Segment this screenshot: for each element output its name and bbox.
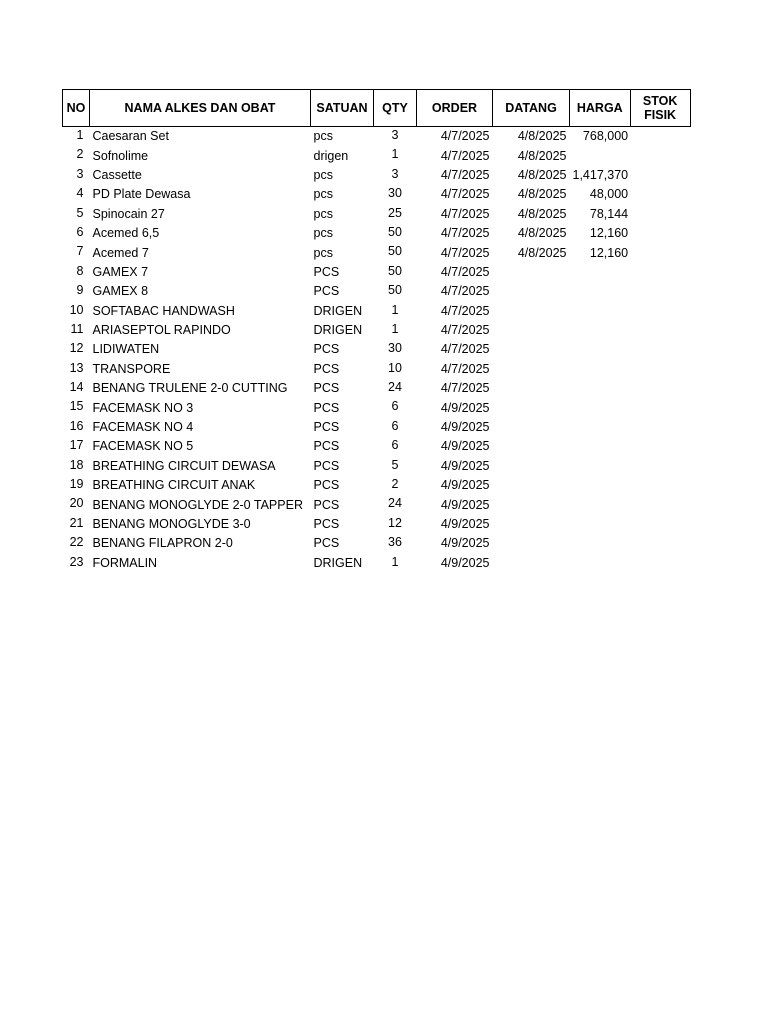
item-qty: 6 (391, 438, 399, 453)
physical-stock (630, 302, 690, 321)
item-name: BENANG TRULENE 2-0 CUTTING (92, 381, 288, 396)
arrival-date (493, 302, 570, 321)
item-qty: 50 (388, 224, 402, 239)
item-price (570, 321, 631, 340)
physical-stock (630, 340, 690, 359)
table-header (63, 90, 691, 127)
order-date: 4/9/2025 (440, 458, 490, 473)
order-date: 4/9/2025 (440, 536, 490, 551)
item-price (570, 379, 631, 398)
arrival-date (493, 495, 570, 514)
item-name: TRANSPORE (92, 361, 171, 376)
order-date: 4/7/2025 (440, 323, 490, 338)
physical-stock (630, 534, 690, 553)
order-date: 4/7/2025 (440, 206, 490, 221)
physical-stock (630, 379, 690, 398)
item-unit: pcs (313, 187, 333, 202)
item-price: 768,000 (582, 129, 629, 144)
item-unit: pcs (313, 226, 333, 241)
row-number: 2 (76, 147, 84, 162)
item-qty: 30 (388, 186, 402, 201)
item-price (570, 437, 631, 456)
header-datang: DATANG (493, 90, 570, 127)
order-date: 4/7/2025 (440, 342, 490, 357)
order-date: 4/7/2025 (440, 148, 490, 163)
row-number: 12 (69, 341, 84, 356)
item-name: GAMEX 8 (92, 284, 149, 299)
order-date: 4/7/2025 (440, 284, 490, 299)
item-qty: 24 (388, 380, 402, 395)
item-name: Spinocain 27 (92, 206, 165, 221)
item-price: 12,160 (589, 245, 629, 260)
item-price (570, 457, 631, 476)
item-unit: PCS (313, 284, 340, 299)
arrival-date: 4/8/2025 (517, 206, 567, 221)
table-row (63, 398, 691, 417)
item-price (570, 340, 631, 359)
arrival-date (493, 379, 570, 398)
item-name: BREATHING CIRCUIT DEWASA (92, 458, 276, 473)
item-name: GAMEX 7 (92, 264, 149, 279)
arrival-date (493, 398, 570, 417)
order-date: 4/7/2025 (440, 187, 490, 202)
item-qty: 1 (391, 302, 399, 317)
item-qty: 36 (388, 535, 402, 550)
item-unit: pcs (313, 245, 333, 260)
item-qty: 50 (388, 244, 402, 259)
item-name: Acemed 7 (92, 245, 149, 260)
item-name: FACEMASK NO 4 (92, 420, 194, 435)
physical-stock (630, 554, 690, 573)
item-name: Cassette (92, 167, 142, 182)
row-number: 4 (76, 186, 84, 201)
item-price (570, 534, 631, 553)
table-row (63, 554, 691, 573)
row-number: 3 (76, 166, 84, 181)
item-price: 78,144 (589, 206, 629, 221)
item-name: FACEMASK NO 5 (92, 439, 194, 454)
item-qty: 6 (391, 399, 399, 414)
item-unit: PCS (313, 400, 340, 415)
row-number: 17 (69, 438, 84, 453)
row-number: 23 (69, 554, 84, 569)
row-number: 10 (69, 302, 84, 317)
item-price (570, 554, 631, 573)
arrival-date (493, 418, 570, 437)
physical-stock (630, 398, 690, 417)
table-row (63, 263, 691, 282)
item-unit: pcs (313, 206, 333, 221)
physical-stock (630, 224, 690, 243)
item-price (570, 515, 631, 534)
table-row (63, 205, 691, 224)
item-unit: DRIGEN (313, 555, 363, 570)
header-no: NO (63, 90, 90, 127)
arrival-date (493, 476, 570, 495)
item-name: Sofnolime (92, 148, 149, 163)
arrival-date (493, 437, 570, 456)
order-date: 4/7/2025 (440, 264, 490, 279)
arrival-date: 4/8/2025 (517, 167, 567, 182)
header-stok-fisik (630, 90, 690, 127)
item-qty: 1 (391, 554, 399, 569)
row-number: 1 (76, 128, 84, 142)
table-row (63, 379, 691, 398)
item-unit: PCS (313, 497, 340, 512)
item-unit: pcs (313, 167, 333, 182)
item-price (570, 398, 631, 417)
item-qty: 3 (391, 128, 399, 142)
item-name: PD Plate Dewasa (92, 187, 191, 202)
order-date: 4/9/2025 (440, 517, 490, 531)
table-row (63, 185, 691, 204)
item-unit: PCS (313, 342, 340, 357)
item-price (570, 146, 631, 165)
row-number: 5 (76, 205, 84, 220)
item-name: BENANG MONOGLYDE 2-0 TAPPER (92, 497, 303, 512)
inventory-sheet (62, 89, 691, 573)
table-row (63, 360, 691, 379)
item-unit: DRIGEN (313, 323, 363, 338)
item-unit: PCS (313, 381, 340, 396)
row-number: 8 (76, 263, 84, 278)
physical-stock (630, 243, 690, 262)
arrival-date (493, 457, 570, 476)
header-order: ORDER (417, 90, 493, 127)
row-number: 14 (69, 380, 84, 395)
order-date: 4/7/2025 (440, 245, 490, 260)
item-price: 48,000 (589, 187, 629, 202)
item-price (570, 263, 631, 282)
order-date: 4/9/2025 (440, 555, 490, 570)
item-unit: pcs (313, 129, 333, 144)
physical-stock (630, 263, 690, 282)
order-date: 4/7/2025 (440, 303, 490, 318)
physical-stock (630, 457, 690, 476)
order-date: 4/7/2025 (440, 361, 490, 376)
item-name: SOFTABAC HANDWASH (92, 303, 235, 318)
row-number: 16 (69, 418, 84, 433)
item-qty: 5 (391, 457, 399, 472)
item-unit: PCS (313, 458, 340, 473)
item-unit: PCS (313, 420, 340, 435)
row-number: 7 (76, 244, 84, 259)
item-name: FACEMASK NO 3 (92, 400, 194, 415)
item-unit: PCS (313, 478, 340, 493)
order-date: 4/9/2025 (440, 420, 490, 435)
arrival-date: 4/8/2025 (517, 226, 567, 241)
table-row (63, 146, 691, 165)
item-price: 1,417,370 (572, 167, 629, 182)
table-row (63, 166, 691, 185)
order-date: 4/7/2025 (440, 129, 490, 144)
physical-stock (630, 360, 690, 379)
physical-stock (630, 437, 690, 456)
order-date: 4/9/2025 (440, 400, 490, 415)
item-unit: PCS (313, 361, 340, 376)
table-row (63, 457, 691, 476)
item-unit: PCS (313, 536, 340, 551)
header-qty: QTY (374, 90, 417, 127)
arrival-date (493, 360, 570, 379)
arrival-date (493, 534, 570, 553)
physical-stock (630, 321, 690, 340)
item-qty: 30 (388, 341, 402, 356)
item-qty: 6 (391, 418, 399, 433)
arrival-date (493, 340, 570, 359)
table-row (63, 534, 691, 553)
physical-stock (630, 146, 690, 165)
header-stok-line2: FISIK (644, 108, 677, 122)
table-row (63, 302, 691, 321)
table-row (63, 418, 691, 437)
row-number: 22 (69, 535, 84, 550)
item-price (570, 282, 631, 301)
item-name: BENANG MONOGLYDE 3-0 (92, 517, 251, 531)
physical-stock (630, 166, 690, 185)
item-qty: 2 (391, 477, 399, 492)
table-row (63, 437, 691, 456)
arrival-date: 4/8/2025 (517, 187, 567, 202)
physical-stock (630, 282, 690, 301)
item-qty: 25 (388, 205, 402, 220)
row-number: 13 (69, 360, 84, 375)
item-unit: PCS (313, 439, 340, 454)
arrival-date: 4/8/2025 (517, 129, 567, 144)
arrival-date (493, 282, 570, 301)
item-price (570, 495, 631, 514)
arrival-date (493, 321, 570, 340)
arrival-date (493, 263, 570, 282)
physical-stock (630, 127, 690, 147)
item-price: 12,160 (589, 226, 629, 241)
item-qty: 3 (391, 166, 399, 181)
item-qty: 12 (388, 515, 402, 530)
item-unit: PCS (313, 264, 340, 279)
arrival-date (493, 554, 570, 573)
item-qty: 50 (388, 283, 402, 298)
item-qty: 10 (388, 360, 402, 375)
arrival-date: 4/8/2025 (517, 245, 567, 260)
order-date: 4/7/2025 (440, 226, 490, 241)
item-unit: PCS (313, 517, 340, 531)
item-price (570, 476, 631, 495)
item-name: ARIASEPTOL RAPINDO (92, 323, 231, 338)
row-number: 11 (70, 321, 84, 336)
item-name: LIDIWATEN (92, 342, 160, 357)
table-body (63, 127, 691, 573)
header-name: NAMA ALKES DAN OBAT (90, 90, 311, 127)
order-date: 4/7/2025 (440, 381, 490, 396)
item-name: FORMALIN (92, 555, 158, 570)
physical-stock (630, 418, 690, 437)
table-row (63, 127, 691, 147)
row-number: 21 (69, 515, 84, 530)
item-name: Acemed 6,5 (92, 226, 160, 241)
row-number: 6 (76, 224, 84, 239)
item-unit: DRIGEN (313, 303, 363, 318)
item-qty: 50 (388, 263, 402, 278)
physical-stock (630, 476, 690, 495)
row-number: 18 (69, 457, 84, 472)
table-row (63, 282, 691, 301)
order-date: 4/9/2025 (440, 439, 490, 454)
physical-stock (630, 515, 690, 534)
inventory-table (62, 89, 691, 573)
item-price (570, 360, 631, 379)
physical-stock (630, 205, 690, 224)
physical-stock (630, 495, 690, 514)
row-number: 9 (76, 283, 84, 298)
table-row (63, 495, 691, 514)
table-row (63, 476, 691, 495)
arrival-date: 4/8/2025 (517, 148, 567, 163)
table-row (63, 321, 691, 340)
item-unit: drigen (313, 148, 349, 163)
item-qty: 24 (388, 496, 402, 511)
item-name: BREATHING CIRCUIT ANAK (92, 478, 256, 493)
item-name: Caesaran Set (92, 129, 169, 144)
item-price (570, 302, 631, 321)
table-row (63, 515, 691, 534)
row-number: 20 (69, 496, 84, 511)
table-row (63, 224, 691, 243)
order-date: 4/7/2025 (440, 167, 490, 182)
row-number: 15 (69, 399, 84, 414)
order-date: 4/9/2025 (440, 497, 490, 512)
order-date: 4/9/2025 (440, 478, 490, 493)
item-qty: 1 (391, 321, 399, 336)
item-qty: 1 (391, 147, 399, 162)
table-row (63, 243, 691, 262)
header-harga: HARGA (570, 90, 631, 127)
item-name: BENANG FILAPRON 2-0 (92, 536, 233, 551)
arrival-date (493, 515, 570, 534)
physical-stock (630, 185, 690, 204)
row-number: 19 (69, 477, 84, 492)
table-row (63, 340, 691, 359)
header-stok-line1: STOK (642, 94, 678, 108)
item-price (570, 418, 631, 437)
header-satuan: SATUAN (311, 90, 374, 127)
